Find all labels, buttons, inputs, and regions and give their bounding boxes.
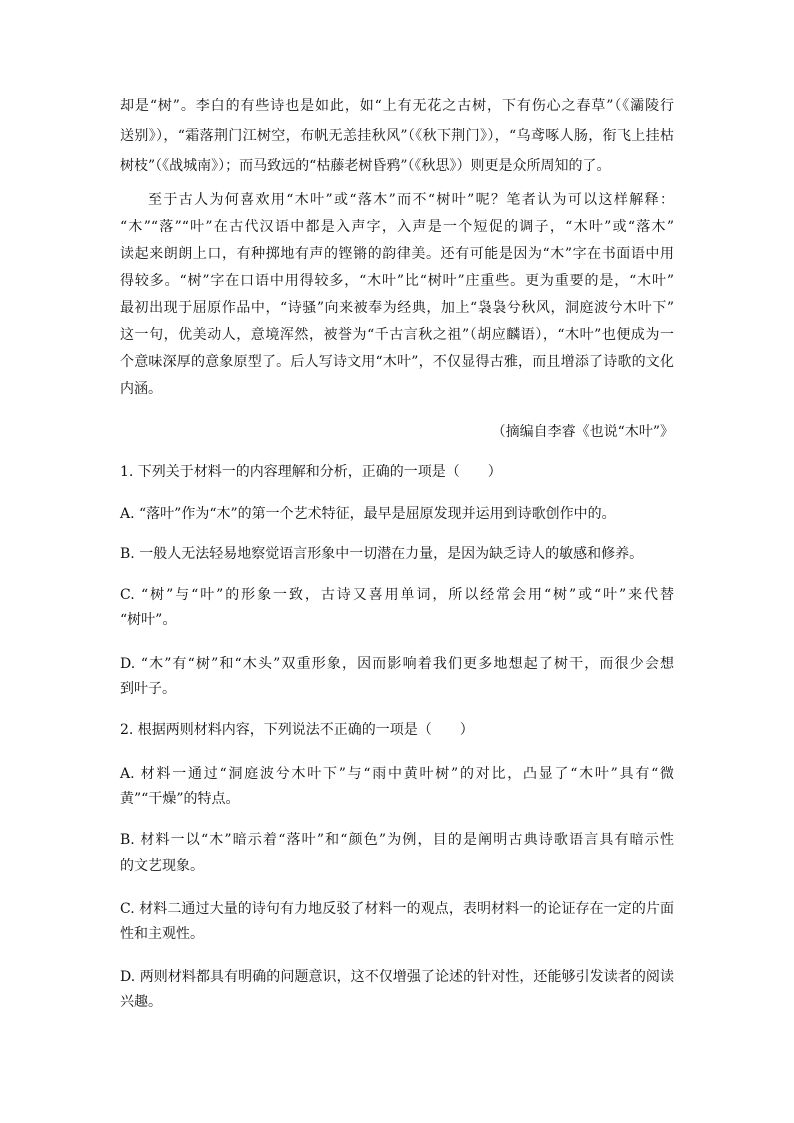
text-line: 树枝”（《战城南》）；而马致远的“枯藤老树昏鸦”（《秋思》）则更是众所周知的了。 [120,158,611,174]
option-a: A. “落叶”作为“木”的第一个艺术特征，最早是屈原发现并运用到诗歌创作中的。 [120,506,616,522]
option-d-continued: 到叶子。 [120,681,176,697]
text-line: 最初出现于屈原作品中，“诗骚”向来被奉为经典，加上“袅袅兮秋风，洞庭波兮木叶下” [120,300,674,316]
option-c-continued: 性和主观性。 [120,926,204,942]
text-line: 却是“树”。李白的有些诗也是如此，如“上有无花之古树，下有伤心之春草”（《灞陵行 [120,98,674,114]
source-citation: （摘编自李睿《也说“木叶”》 [491,424,674,440]
question-stem: 1. 下列关于材料一的内容理解和分析，正确的一项是（ ） [120,464,502,480]
option-b-continued: 的文艺现象。 [120,858,204,874]
text-line: 这一句，优美动人，意境浑然，被誉为“千古言秋之祖”（胡应麟语），“木叶”也便成为一 [120,327,674,343]
text-line: 内涵。 [120,381,162,397]
option-b: B. 材料一以“木”暗示着“落叶”和“颜色”为例，目的是阐明古典诗歌语言具有暗示性 [120,832,674,848]
option-d: D. “木”有“树”和“木头”双重形象，因而影响着我们更多地想起了树干，而很少会想 [120,656,674,672]
option-b: B. 一般人无法轻易地察觉语言形象中一切潜在力量，是因为缺乏诗人的敏感和修养。 [120,546,644,562]
text-line: 送别》），“霜落荆门江树空，布帆无恙挂秋风”（《秋下荆门》），“乌鸢啄人肠，衔飞上挂枯 [120,128,674,144]
question-stem: 2. 根据两则材料内容，下列说法不正确的一项是（ ） [120,722,474,738]
option-d-continued: 兴趣。 [120,994,162,1010]
text-line: 得较多。“树”字在口语中用得较多，“木叶”比“树叶”庄重些。更为重要的是，“木叶” [120,273,674,289]
text-line: 读起来朗朗上口，有种掷地有声的铿锵的韵律美。还有可能是因为“木”字在书面语中用 [120,246,674,262]
option-d: D. 两则材料都具有明确的问题意识，这不仅增强了论述的针对性，还能够引发读者的阅读 [120,969,674,985]
option-c: C. “树”与“叶”的形象一致，古诗又喜用单词，所以经常会用“树”或“叶”来代替 [120,587,674,603]
option-c: C. 材料二通过大量的诗句有力地反驳了材料一的观点，表明材料一的论证存在一定的片面 [120,901,674,917]
option-c-continued: “树叶”。 [120,612,177,628]
option-a: A. 材料一通过“洞庭波兮木叶下”与“雨中黄叶树”的对比，凸显了“木叶”具有“微 [120,766,674,782]
text-line: “木”“落”“叶”在古代汉语中都是入声字，入声是一个短促的调子，“木叶”或“落木” [120,219,674,235]
text-line: 个意味深厚的意象原型了。后人写诗文用“木叶”，不仅显得古雅，而且增添了诗歌的文化 [120,354,674,370]
text-line: 至于古人为何喜欢用“木叶”或“落木”而不“树叶”呢？笔者认为可以这样解释： [148,192,674,208]
option-a-continued: 黄”“干燥”的特点。 [120,791,240,807]
